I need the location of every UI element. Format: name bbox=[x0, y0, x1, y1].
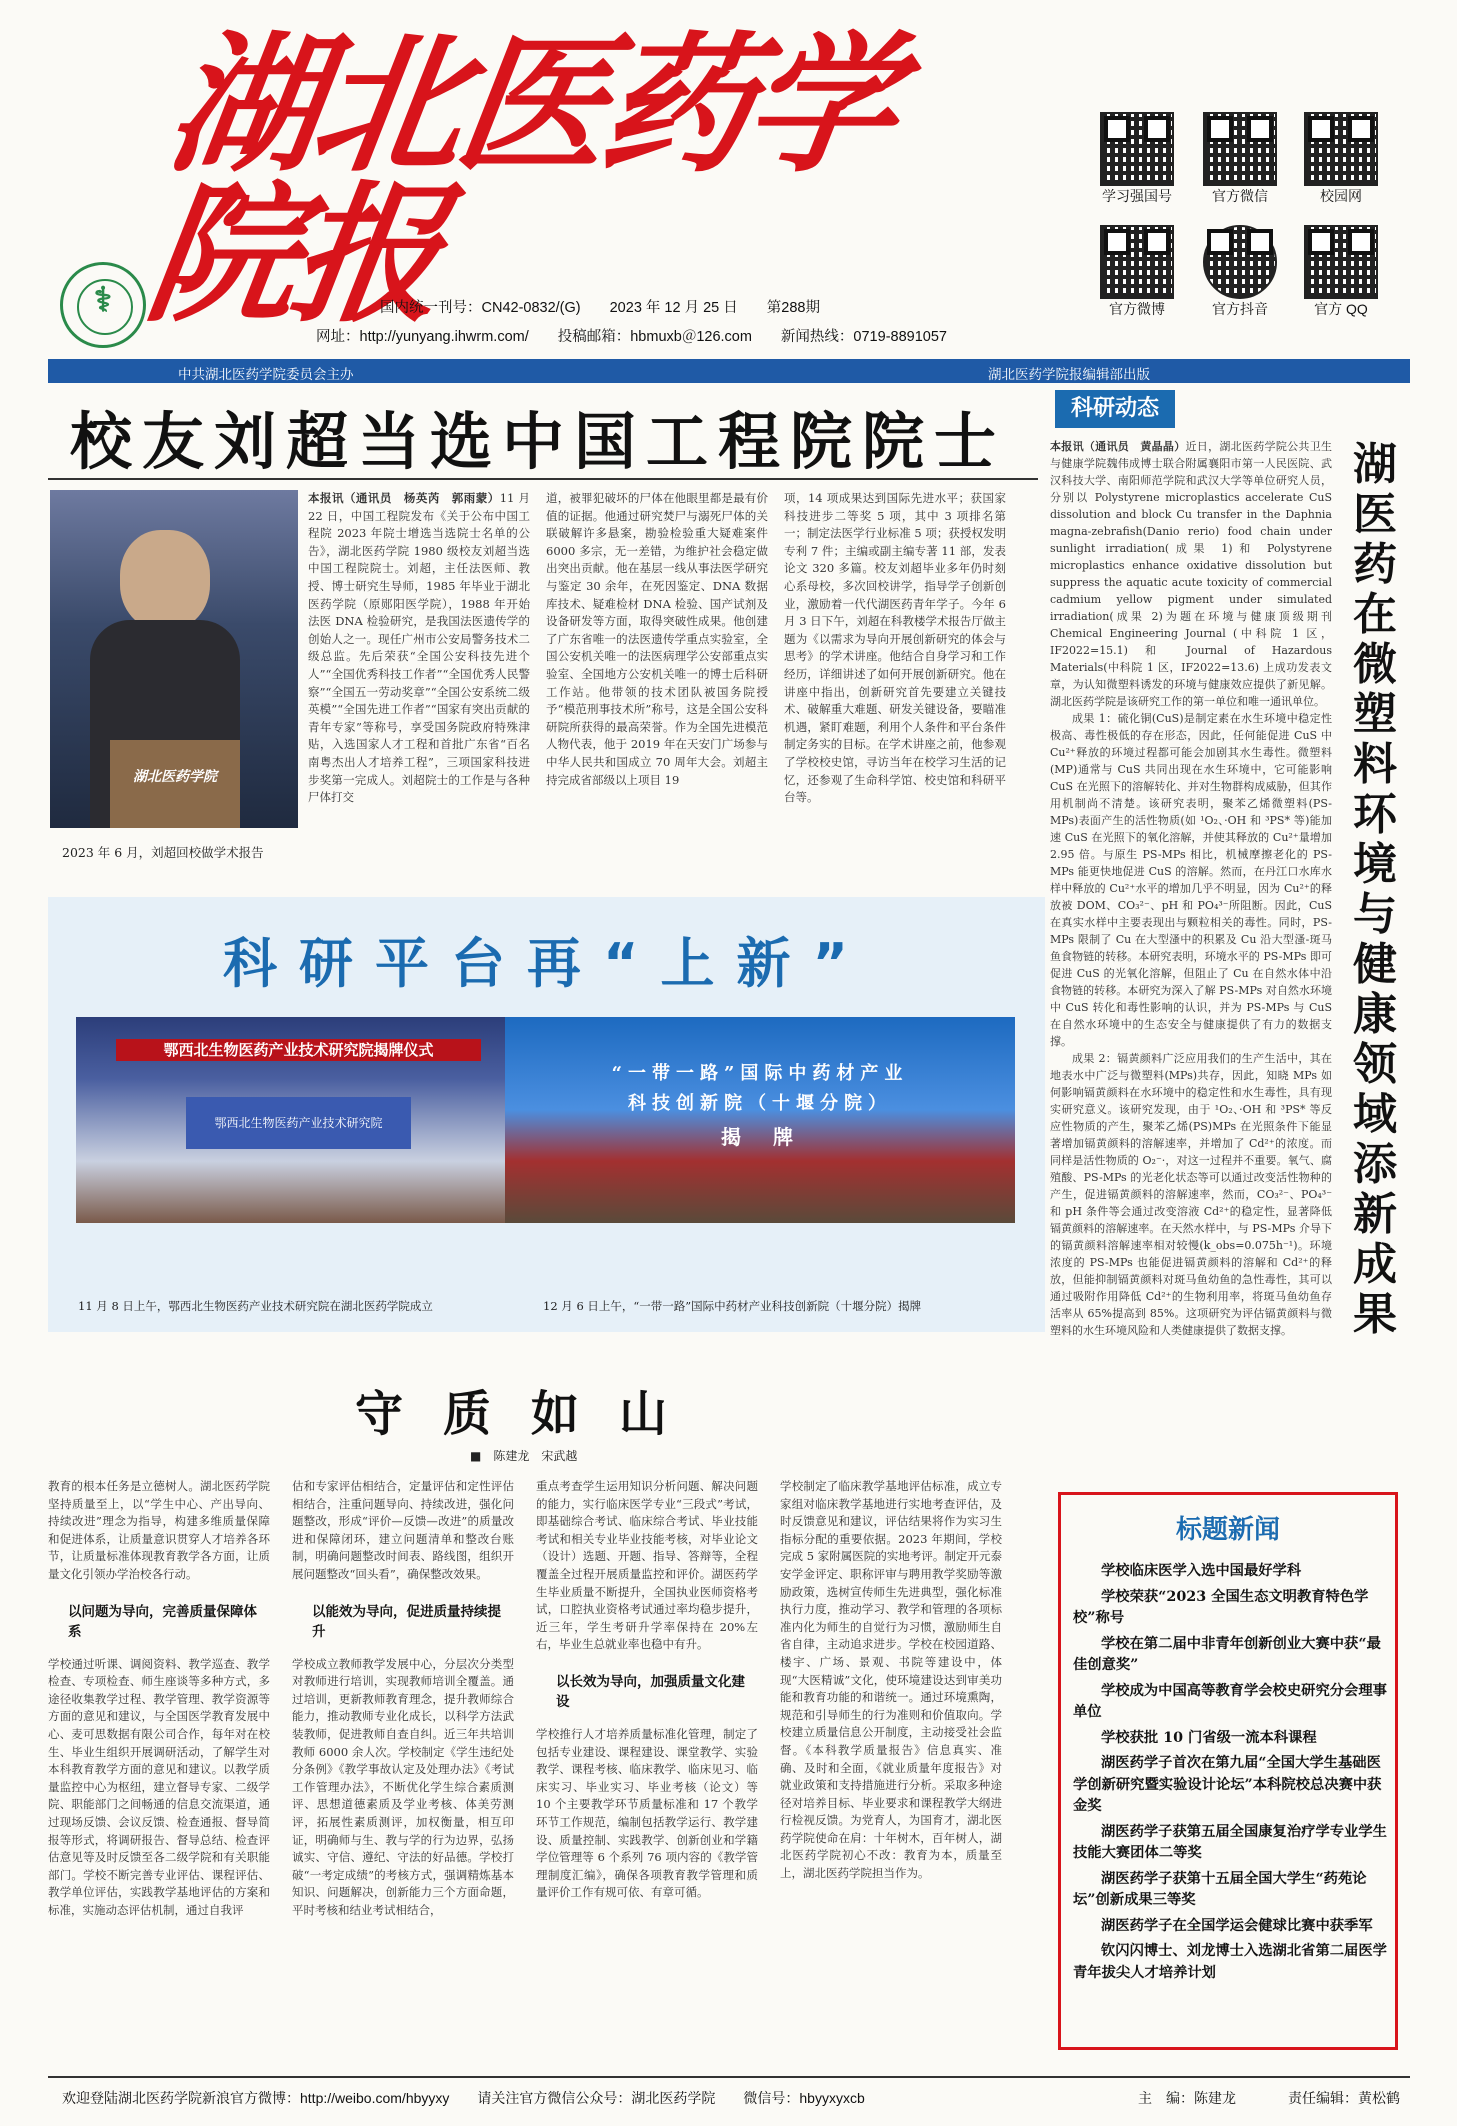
masthead-title: 湖北医药学院报 bbox=[137, 17, 903, 343]
footer-duty-editor: 责任编辑：黄松鹤 bbox=[1288, 2090, 1400, 2106]
headline-link[interactable]: 湖医药学子获第五届全国康复治疗学专业学生技能大赛团体二等奖 bbox=[1073, 1823, 1387, 1861]
essay-subhead: 以问题为导向，完善质量保障体系 bbox=[68, 1603, 257, 1640]
sidebar-article bbox=[1050, 438, 1332, 1468]
essay-col-4: 学校制定了临床教学基地评估标准，成立专家组对临床教学基地进行实地考查评估，及时反馈意见和建议，评估结果将作为实习生指标分配的重要依据。2023 年期间，学校完成 5 家附属医院的实地考评。制定开元泰安学金评定、职称评审与聘用教学奖励等激励政策，选树宣传师生先进典型，强化标准执行力度，推动学习、教学和管理的各项标准内化为师生的自觉行为习惯，激励师生自省自律，主动追求进步。学校在校园道路、楼宇、广场、景观、书院等建设中，体现“大医精诚”文化，使环境建设达到审美功能和教育功能的和谐统一。通过环境熏陶，规范和引导师生的行为准则和价值取向。学校建立质量信息公开制度，主动接受社会监督。《本科教学质量报告》信息真实、准确、及时和全面，《就业质量年度报告》对就业政策和支持措施进行分析。采取多种途径对培养目标、毕业要求和课程教学大纲进行检视反馈。为党育人，为国育才，湖北医药学院使命在肩：十年树木，百年树人，湖北医药学院初心不改：教育为本，质量至上，湖北医药学院担当作为。 bbox=[780, 1479, 1002, 1881]
publisher-text: 湖北医药学院报编辑部出版 bbox=[988, 367, 1150, 382]
essay-subhead: 以长效为导向，加强质量文化建设 bbox=[556, 1673, 745, 1710]
qr-code-icon[interactable] bbox=[1100, 112, 1174, 186]
issue-line: 国内统一刊号：CN42-0832/(G) 2023 年 12 月 25 日 第288期 bbox=[380, 300, 820, 316]
headlines-box bbox=[1058, 1492, 1398, 2050]
article-text: 11 月 22 日，中国工程院发布《关于公布中国工程院 2023 年院士增选当选院士名单的公告》，湖北医药学院 1980 级校友刘超当选中国工程院院士。刘超，主任法医师、教授、博士研究生导师，1985 年毕业于湖北医药学院（原郧阳医学院），1988 年开始法医 DNA 检验研究，是我国法医遗传学的创始人之一。现任广州市公安局警务技术二级总监。先后荣获“全国公安科技先进个人”“全国优秀科技工作者”“全国优秀人民警察”“全国五一劳动奖章”“全国公安系统二级英模”“全国先进工作者”“国家有突出贡献的青年专家”等称号，享受国务院政府特殊津贴，入选国家人才工程和首批广东省“百名南粤杰出人才培养工程”，三项国家科技进步奖第一完成人。刘超院士的工作是与各种尸体打交 bbox=[308, 491, 530, 805]
footer-contact: 欢迎登陆湖北医药学院新浪官方微博：http://weibo.com/hbyyxy 请关注官方微信公众号：湖北医药学院 微信号：hbyyxyxcb bbox=[62, 2090, 865, 2106]
article-text: 近日，湖北医药学院公共卫生与健康学院魏伟成博士联合附属襄阳市第一人民医院、武汉科技大学、南阳师范学院和武汉大学等单位研究人员，分别以 Polystyrene microplastics accelerate CuS dissolution and block Cu transfer in the Daphnia magna-zebrafish(Danio rerio) food chain under sunlight irradiation(成果 1)和 Polystyrene microplastics enhance oxidative dissolution but suppress the aquatic acute toxicity of commercial cadmium yellow pigment under simulated irradiation(成果 2)为题在环境与健康顶级期刊 Chemical Engineering Journal (中科院 1 区，IF2022=15.1) 和 Journal of Hazardous Materials(中科院 1 区，IF2022=13.6) 上成功发表文章，为认知微塑料诱发的环境与健康效应提供了新见解。湖北医药学院是该研究工作的第一单位和唯一通讯单位。 bbox=[1050, 440, 1332, 708]
research-photo-2 bbox=[505, 1017, 1015, 1223]
article-text: 成果 2：镉黄颜料广泛应用我们的生产生活中，其在地表水中广泛与微塑料(MPs)共存，因此，知晓 MPs 如何影响镉黄颜料在水环境中的稳定性和水生毒性，具有现实研究意义。该研究发现，由于 ¹O₂、·OH 和 ³PS* 等反应性物质的产生，聚苯乙烯(PS)MPs 在光照条件下能显著增加镉黄颜料的溶解速率，并增加了 Cd²⁺的浓度。而同样是活性物质的 O₂⁻·，对这一过程并不重要。氧气、腐殖酸、PS-MPs 的光老化状态等可以通过改变活性物种的产生，促进镉黄颜料的溶解速率，然而，CO₃²⁻、PO₄³⁻和 pH 条件等会通过改变溶液 Cd²⁺的稳定性，显著降低镉黄颜料的溶解速率。在天然水样中，与 PS-MPs 介导下的镉黄颜料溶解速率相对较慢(k_obs=0.075h⁻¹)。环境浓度的 PS-MPs 也能促进镉黄颜料的溶解和 Cd²⁺的释放，但能抑制镉黄颜料对斑马鱼幼鱼的急性毒性，其可以通过吸附作用降低 Cd²⁺的生物利用率，将斑马鱼幼鱼存活率从 65%提高到 85%。这项研究为评估镉黄颜料与微塑料的水生环境风险和人类健康提供了数据支撑。 bbox=[1050, 1052, 1332, 1337]
banner-1: 鄂西北生物医药产业技术研究院揭牌仪式 bbox=[116, 1039, 481, 1061]
lead-headline: 校友刘超当选中国工程院院士 bbox=[70, 405, 1007, 478]
headline-link[interactable]: 湖医药学子在全国学运会健球比赛中获季军 bbox=[1101, 1917, 1373, 1934]
headline-link[interactable]: 学校荣获“2023 全国生态文明教育特色学校”称号 bbox=[1073, 1588, 1369, 1626]
qr-code-icon[interactable] bbox=[1304, 112, 1378, 186]
qr-label: 学习强国号 bbox=[1102, 188, 1172, 204]
screen-2-line-3: 揭 牌 bbox=[721, 1125, 799, 1149]
lead-photo bbox=[50, 490, 298, 828]
essay-text: 重点考查学生运用知识分析问题、解决问题的能力，实行临床医学专业“三段式”考试，即基础综合考试、临床综合考试、毕业技能考试和相关专业毕业技能考核，对毕业论文（设计）选题、开题、指导、答辩等，全程覆盖全过程开展质量监控和评价。湖医药学生毕业质量不断提升，全国执业医师资格考试，口腔执业资格考试通过率均稳步提升，近三年，学生考研升学率保持在 20%左右，毕业生总就业率也稳中有升。 bbox=[536, 1479, 758, 1652]
headline-link[interactable]: 湖医药学子获第十五届全国大学生“药苑论坛”创新成果三等奖 bbox=[1073, 1870, 1367, 1908]
headline-link[interactable]: 学校成为中国高等教育学会校史研究分会理事单位 bbox=[1073, 1682, 1387, 1720]
qr-grid bbox=[1090, 112, 1410, 330]
qr-label: 官方微博 bbox=[1109, 301, 1165, 317]
screen-1: 鄂西北生物医药产业技术研究院 bbox=[186, 1097, 411, 1149]
essay-text: 教育的根本任务是立德树人。湖北医药学院坚持质量至上，以“学生中心、产出导向、持续改进”理念为指导，构建多维质量保障和促进体系，让质量意识贯穿人才培养各环节，让质量标准体现教育教学各方面，让质量文化引领办学治校各行动。 bbox=[48, 1479, 270, 1581]
lead-photo-caption: 2023 年 6 月，刘超回校做学术报告 bbox=[62, 845, 264, 860]
screen-2-line-2: 科技创新院（十堰分院） bbox=[628, 1093, 892, 1114]
screen-2-line-1: “一带一路”国际中药材产业 bbox=[611, 1063, 909, 1084]
essay-byline: ■ 陈建龙 宋武越 bbox=[470, 1449, 578, 1463]
lectern bbox=[110, 740, 240, 828]
headline-link[interactable]: 学校临床医学入选中国最好学科 bbox=[1101, 1563, 1302, 1579]
footer-editor: 主 编：陈建龙 bbox=[1138, 2090, 1236, 2106]
qr-code-icon[interactable] bbox=[1203, 112, 1277, 186]
essay-text: 学校推行人才培养质量标准化管理，制定了包括专业建设、课程建设、课堂教学、实验教学、课程考核、临床教学、临床见习、临床实习、毕业实习、毕业考核（论文）等 10 个主要教学环节质量标准和 17 个教学环节工作规范，编制包括教学运行、教学建设、质量控制、实践教学、创新创业和学籍学位管理等 6 个系列 76 项内容的《教学管理制度汇编》，确保各项教育教学管理和质量评价工作有规可依、有章可循。 bbox=[536, 1726, 758, 1900]
qr-label: 官方微信 bbox=[1212, 188, 1268, 204]
research-caption-1: 11 月 8 日上午，鄂西北生物医药产业技术研究院在湖北医药学院成立 bbox=[78, 1299, 433, 1313]
byline: 本报讯（通讯员 杨英芮 郭雨蒙） bbox=[308, 491, 500, 505]
essay-text: 学校通过听课、调阅资料、教学巡查、教学检查、专项检查、师生座谈等多种方式，多途径收集教学过程、教学管理、教学资源等方面的意见和建议，与全国医学教育发展中心、麦可思数据有限公司合作，每年对在校生、毕业生组织开展调研活动，了解学生对本科教育教学方面的意见和建议。以教学质量监控中心为枢纽，建立督导专家、二级学院、职能部门之间畅通的信息交流渠道，通过现场反馈、会议反馈、检查通报、督导简报等形式，将调研报告、督导总结、检查评估意见等及时反馈至各二级学院和有关职能部门。学校不断完善专业评估、课程评估、教学单位评估，实践教学基地评估的方案和标准，实施动态评估机制，通过自我评 bbox=[48, 1656, 270, 1917]
lead-col-3: 项，14 项成果达到国际先进水平；获国家科技进步二等奖 5 项，其中 3 项排名第一；制定法医学行业标准 5 项；获授权发明专利 7 件；主编或副主编专著 11 部，发表论文 320 多篇。校友刘超毕业多年仍时刻心系母校，多次回校讲学，指导学子创新创业，激励着一代代湖医药青年学子。今年 6 月 3 日下午，刘超在科教楼学术报告厅做主题为《以需求为导向开展创新研究的体会与思考》的学术讲座。他结合自身学习和工作经历，详细讲述了如何开展创新研究。他在讲座中指出，创新研究首先要建立关键技术、破解重大难题、研发关键设备，要瞄准机遇，紧盯难题，利用个人条件和平台条件制定务实的目标。在学术讲座之前，他参观了学校校史馆，寻访当年在校学习生活的记忆，还参观了生命科学馆、校史馆和科研平台等。 bbox=[784, 491, 1006, 805]
qr-label: 官方 QQ bbox=[1314, 301, 1368, 317]
qr-label: 校园网 bbox=[1320, 188, 1362, 204]
caduceus-icon: ⚕ bbox=[93, 280, 113, 320]
research-caption-2: 12 月 6 日上午，“一带一路”国际中药材产业科技创新院（十堰分院）揭牌 bbox=[543, 1299, 922, 1313]
lead-col-1 bbox=[308, 490, 530, 862]
headline-link[interactable]: 学校获批 10 门省级一流本科课程 bbox=[1101, 1729, 1317, 1746]
essay-subhead: 以能效为导向，促进质量持续提升 bbox=[312, 1603, 501, 1640]
essay-col-3 bbox=[536, 1478, 758, 2068]
qr-code-icon[interactable] bbox=[1203, 225, 1277, 299]
byline: 本报讯（通讯员 黄晶晶） bbox=[1050, 440, 1186, 453]
essay-text: 估和专家评估相结合，定量评估和定性评估相结合，注重问题导向、持续改进，强化问题整改，形成“评价—反馈—改进”的质量改进和保障闭环，建立问题清单和整改台账制，明确问题整改时间表、路线图，组织开展问题整改“回头看”，确保整改效果。 bbox=[292, 1479, 514, 1581]
essay-col-2 bbox=[292, 1478, 514, 2068]
qr-code-icon[interactable] bbox=[1304, 225, 1378, 299]
headlines-title: 标题新闻 bbox=[1175, 1515, 1280, 1545]
article-text: 成果 1：硫化铜(CuS)是制定素在水生环境中稳定性极高、毒性极低的存在形态，因此，任何能促进 CuS 中 Cu²⁺释放的环境过程都可能会加剧其水生毒性。微塑料(MP)通常与 CuS 共同出现在水生环境中，它可能影响 CuS 在光照下的溶解转化、并对生物群构成威胁，但其作用机制尚不清楚。该研究表明，聚苯乙烯微塑料(PS-MPs)表面产生的活性物质(如 ¹O₂、·OH 和 ³PS* 等)能加速 CuS 在光照下的氧化溶解，并使其释放的 Cu²⁺量增加 2.95 倍。与原生 PS-MPs 相比，机械摩擦老化的 PS-MPs 能更快地促进 CuS 的溶解。然而，在丹江口水库水样中释放的 Cu²⁺水平的增加几乎不明显，因为 Cu²⁺的释放被 DOM、CO₃²⁻、pH 和 PO₄³⁻所阻断。因此，CuS 在真实水样中主要表现出与颗粒相关的毒性。同时，PS-MPs 限制了 Cu 在大型溞中的积累及 Cu 沿大型溞-斑马鱼食物链的转移。本研究表明，环境水平的 PS-MPs 即可促进 CuS 的光氧化溶解，但阻止了 Cu 在自然水体中沿食物链的转移。本研究为深入了解 PS-MPs 对自然水环境中 CuS 转化和毒性影响的认识，并为 PS-MPs 与 CuS 在自然水环境中的生态安全与健康提供了有力的数据支撑。 bbox=[1050, 712, 1332, 1048]
person-figure bbox=[120, 530, 210, 630]
contact-line: 网址：http://yunyang.ihwrm.com/ 投稿邮箱：hbmuxb＠126.com 新闻热线：0719-8891057 bbox=[316, 329, 947, 345]
sponsor-bar bbox=[48, 359, 1410, 383]
footer bbox=[48, 2076, 1410, 2118]
headline-link[interactable]: 学校在第二届中非青年创新创业大赛中获“最佳创意奖” bbox=[1073, 1635, 1381, 1673]
lectern-sign: 湖北医药学院 bbox=[133, 769, 217, 785]
divider bbox=[48, 478, 1038, 480]
essay-col-1 bbox=[48, 1478, 270, 2068]
headline-link[interactable]: 钦闪闪博士、刘龙博士入选湖北省第二届医学青年拔尖人才培养计划 bbox=[1073, 1943, 1387, 1981]
research-news-tag: 科研动态 bbox=[1055, 390, 1175, 428]
headline-link[interactable]: 湖医药学子首次在第九届“全国大学生基础医学创新研究暨实验设计论坛”本科院校总决赛中获金奖 bbox=[1073, 1755, 1382, 1814]
lead-col-2: 道，被罪犯破坏的尸体在他眼里都是最有价值的证据。他通过研究焚尸与溺死尸体的关联破解许多悬案，勘验检验重大疑难案件 6000 多宗，无一差错，为维护社会稳定做出突出贡献。他在基层一线从事法医学研究与鉴定 30 余年，在死因鉴定、DNA 数据库技术、疑难检材 DNA 检验、国产试剂及设备研发等方面，取得突破性成果。他创建了广东省唯一的法医遗传学重点实验室，全国公安机关唯一的法医病理学公安部重点实验室、全国地方公安机关唯一的博士后科研工作站。他带领的技术团队被国务院授予“模范刑事技术所”称号，这是全国公安科研院所获得的最高荣誉。作为全国先进模范人物代表，他于 2019 年在天安门广场参与中华人民共和国成立 70 周年大会。刘超主持完成省部级以上项目 19 bbox=[546, 491, 768, 787]
research-section bbox=[48, 897, 1045, 1332]
qr-label: 官方抖音 bbox=[1212, 301, 1268, 317]
research-title: 科研平台再“上新” bbox=[223, 932, 870, 995]
headlines-list bbox=[1073, 1561, 1387, 1988]
essay-title: 守质如山 bbox=[355, 1386, 708, 1442]
school-logo bbox=[60, 262, 146, 348]
sidebar-vertical-title: 湖医药在微塑料环境与健康领域添新成果 bbox=[1353, 439, 1397, 1340]
essay-text: 学校成立教师教学发展中心，分层次分类型对教师进行培训，实现教师培训全覆盖。通过培训，更新教师教育理念，提升教师综合能力，推动教师专业化成长，以科学方法武装教师，促进教师自查自纠。近三年共培训教师 6000 余人次。学校制定《学生违纪处分条例》《教学事故认定及处理办法》《考试工作管理办法》，不断优化学生综合素质测评、思想道德素质及学业考核、体美劳测评，拓展性素质测评，加权衡量，相互印证，明确师与生、教与学的行为边界，弘扬诚实、守信、遵纪、守法的好品德。学校打破“一考定成绩”的考核方式，强调精炼基本知识、问题解决，创新能力三个方面命题，平时考核和结业考试相结合， bbox=[292, 1656, 514, 1917]
sponsor-text: 中共湖北医药学院委员会主办 bbox=[178, 367, 354, 382]
qr-code-icon[interactable] bbox=[1100, 225, 1174, 299]
research-photo-1 bbox=[76, 1017, 521, 1223]
